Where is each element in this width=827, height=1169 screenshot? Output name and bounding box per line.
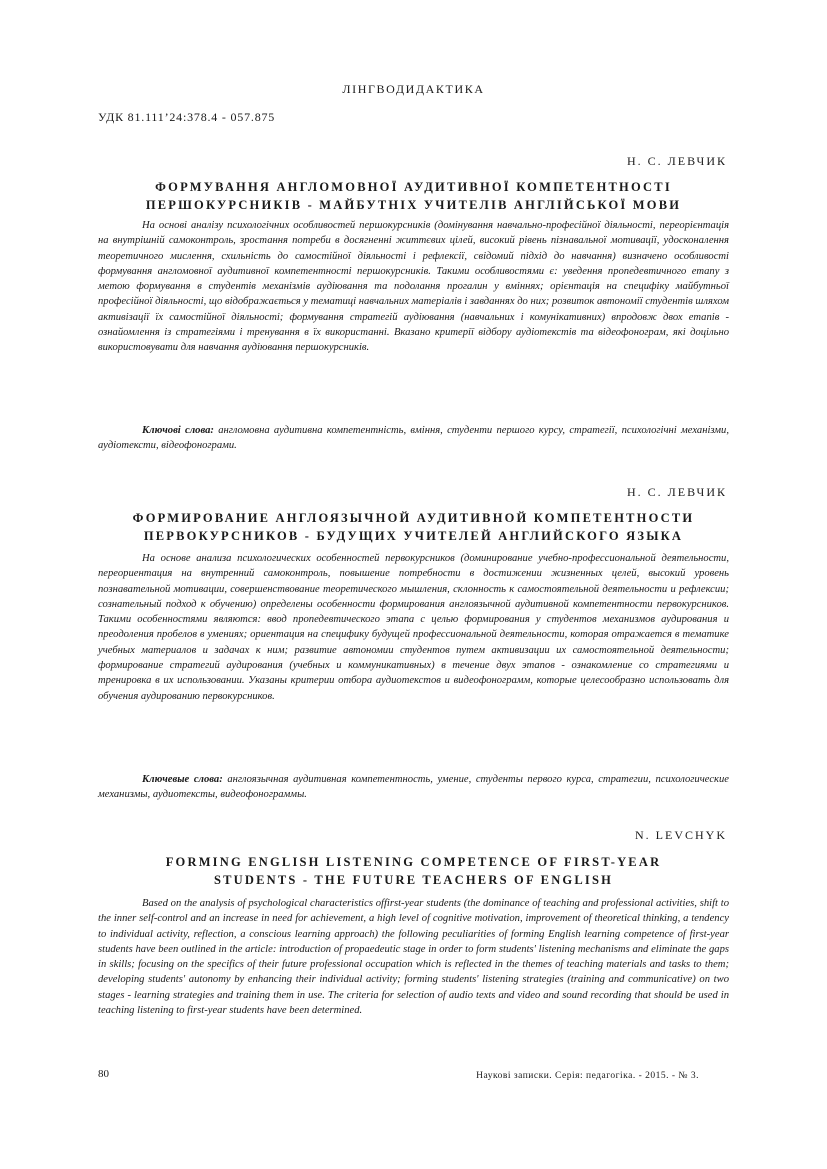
- keywords-russian-label: Ключевые слова:: [142, 774, 223, 785]
- author-russian: Н. С. ЛЕВЧИК: [626, 485, 727, 499]
- title-ukrainian: [98, 178, 729, 214]
- abstract-russian: На основе анализа психологических особенностей первокурсников (доминирование учебно-профессиональной деятельности, переориентация на внутренний самоконтроль, повышение потребности в достижении жизненных целей, высокий уровень познавательной мотивации, совершенствование теоретического мышления, склонность к самостоятельной деятельности и рефлексии; сознательный подход к обучению) определены особенности формирования англоязычной аудитивной компетентности первокурсников. Такими особенностями являются: ввод пропедевтического этапа с целью формирования у студентов механизмов аудирования и преодоления пробелов в умениях; ориентация на специфику будущей профессиональной деятельности, которая отражается в тематике учебных материалов и задачах к ним; развитие автономии студентов путем активизации их самостоятельной деятельности; формирование стратегий аудирования (учебных и коммуникативных) в течение двух этапов - ознакомление со стратегиями и тренировка в их использовании. Указаны критерии отбора аудиотекстов и видеофонограмм, которые целесообразно использовать для обучения аудированию первокурсников.: [98, 553, 729, 702]
- keywords-russian-text: англоязычная аудитивная компетентность, умение, студенты первого курса, стратегии, психологические механизмы, аудиотексты, видеофонограммы.: [98, 774, 729, 801]
- title-english: [98, 853, 729, 889]
- abstract-english: Based on the analysis of psychological characteristics offirst-year students (the dominance of teaching and professional activities, shift to the inner self-control and an increase in need for achievement, a high level of cognitive motivation, improvement of theoretical thinking, a tendency to individual activity, reflection, a conscious learning approach) the following peculiarities of forming English learning competence of first-year students have been outlined in the article: introduction of propaedeutic stage in order to form students' listening mechanisms and eliminate the gaps in skills; focusing on the specifics of their future professional occupation which is reflected in the themes of teaching materials and tasks to them; developing students' autonomy by enhancing their individual activity; forming students' listening strategies (training and communicative) on two stages - learning strategies and training them in use. The criteria for selection of audio texts and video and sound recording that should be used in teaching listening to first-year students have been determined.: [98, 898, 729, 1017]
- section-heading: ЛІНГВОДИДАКТИКА: [342, 82, 485, 96]
- keywords-russian: [98, 772, 729, 803]
- title-russian-line2: ПЕРВОКУРСНИКОВ - БУДУЩИХ УЧИТЕЛЕЙ АНГЛИЙСКОГО ЯЗЫКА: [143, 529, 684, 543]
- journal-reference: Наукові записки. Серія: педагогіка. - 2015. - № 3.: [476, 1071, 699, 1081]
- page-number: 80: [98, 1068, 109, 1080]
- author-ukrainian: Н. С. ЛЕВЧИК: [626, 154, 727, 168]
- title-russian-line1: ФОРМИРОВАНИЕ АНГЛОЯЗЫЧНОЙ АУДИТИВНОЙ КОМПЕТЕНТНОСТИ: [132, 511, 695, 525]
- author-english: N. LEVCHYK: [635, 828, 727, 842]
- keywords-ukrainian-text: англомовна аудитивна компетентність, вміння, студенти першого курсу, стратегії, психологічні механізми, аудіотексти, відеофонограми.: [98, 425, 729, 452]
- title-english-line2: STUDENTS - THE FUTURE TEACHERS OF ENGLISH: [213, 873, 614, 887]
- abstract-ukrainian: На основі аналізу психологічних особливостей першокурсників (домінування навчально-професійної діяльності, переорієнтація на внутрішній самоконтроль, зростання потреби в досягненні життєвих цілей, високий рівень пізнавальної мотивації, удосконалення теоретичного мислення, схильність до самостійної діяльності і рефлексії, свідомий підхід до навчання) визначено особливості формування англомовної аудитивної компетентності першокурсників. Такими особливостями є: уведення пропедевтичного етапу з метою формування в студентів механізмів аудіювання та подолання прогалин у вміннях; орієнтація на специфіку майбутньої професійної діяльності, що відображається у тематиці навчальних матеріалів і завданнях до них; розвиток автономії студентів шляхом активізації їх самостійної діяльності; формування стратегій аудіювання (навчальних і комунікативних) впродовж двох етапів - ознайомлення із стратегіями і тренування в їх використанні. Вказано критерії відбору аудіотекстів та відеофонограм, які доцільно використовувати для навчання аудіювання першокурсників.: [98, 220, 729, 354]
- keywords-ukrainian: [98, 423, 729, 454]
- keywords-ukrainian-label: Ключові слова:: [142, 425, 214, 436]
- title-english-line1: FORMING ENGLISH LISTENING COMPETENCE OF FIRST-YEAR: [165, 855, 662, 869]
- title-ukrainian-line1: ФОРМУВАННЯ АНГЛОМОВНОЇ АУДИТИВНОЇ КОМПЕТЕНТНОСТІ: [155, 180, 672, 194]
- udk-code: УДК 81.111’24:378.4 - 057.875: [98, 110, 276, 124]
- title-russian: [98, 509, 729, 545]
- title-ukrainian-line2: ПЕРШОКУРСНИКІВ - МАЙБУТНІХ УЧИТЕЛІВ АНГЛІЙСЬКОЇ МОВИ: [145, 198, 682, 212]
